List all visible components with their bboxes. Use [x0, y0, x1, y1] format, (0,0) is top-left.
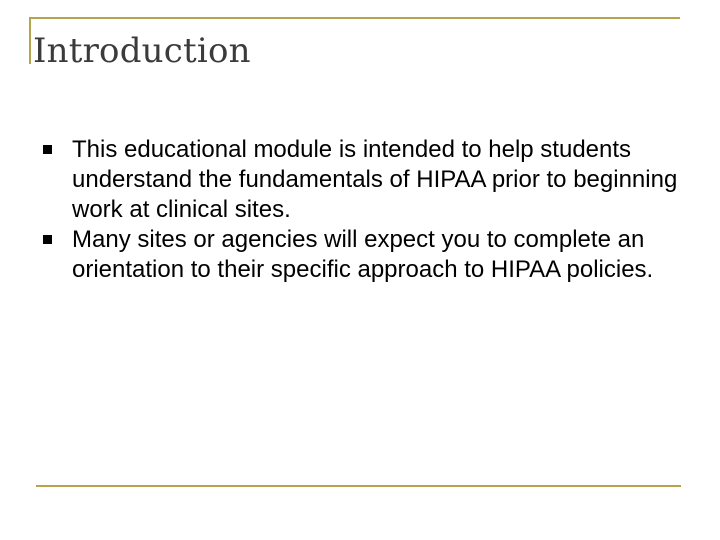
slide-title: Introduction [33, 31, 251, 71]
list-item [43, 225, 683, 285]
bullet-text: Many sites or agencies will expect you to complete an orientation to their specific approach to HIPAA policies. [72, 226, 654, 283]
square-bullet-icon [43, 235, 52, 244]
bullet-list [43, 135, 683, 285]
bullet-text: This educational module is intended to help students understand the fundamentals of HIPAA prior to beginning work at clinical sites. [72, 136, 678, 223]
footer-divider-line [36, 485, 681, 487]
list-item [43, 135, 683, 225]
square-bullet-icon [43, 145, 52, 154]
title-frame-left-line [29, 17, 31, 64]
title-frame-top-line [29, 17, 680, 19]
